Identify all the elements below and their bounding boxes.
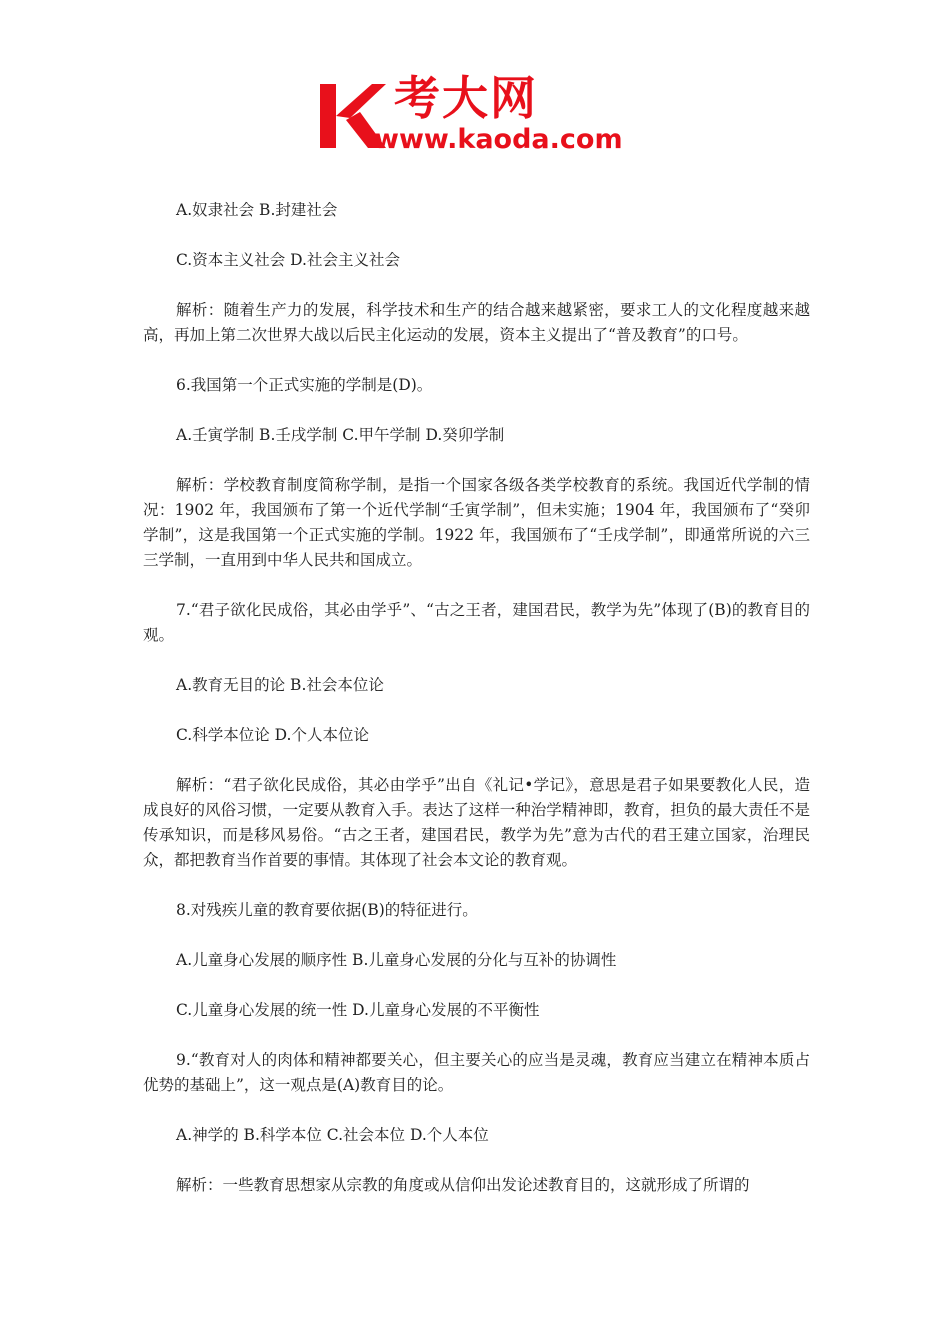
analysis-paragraph: 解析：“君子欲化民成俗，其必由学乎”出自《礼记•学记》，意思是君子如果要教化人民，造成良好的风俗习惯，一定要从教育入手。表达了这样一种治学精神即，教育，担负的最大责任不是传承知识，而是移风易俗。“古之王者，建国君民，教学为先”意为古代的君王建立国家，治理民众，都把教育当作首要的事情。其体现了社会本文论的教育观。 bbox=[143, 776, 810, 869]
option-line: A.教育无目的论 B.社会本位论 bbox=[176, 676, 384, 694]
kaoda-logo bbox=[316, 71, 646, 160]
option-line: A.神学的 B.科学本位 C.社会本位 D.个人本位 bbox=[176, 1126, 489, 1144]
question-7: 7.“君子欲化民成俗，其必由学乎”、“古之王者，建国君民，教学为先”体现了(B)的教育目的观。 bbox=[143, 601, 810, 644]
question-6: 6.我国第一个正式实施的学制是(D)。 bbox=[176, 376, 433, 394]
analysis-paragraph: 解析：随着生产力的发展，科学技术和生产的结合越来越紧密，要求工人的文化程度越来越高，再加上第二次世界大战以后民主化运动的发展，资本主义提出了“普及教育”的口号。 bbox=[143, 301, 810, 344]
document-body bbox=[143, 198, 810, 1198]
logo-site-name: 考大网 bbox=[394, 71, 538, 125]
option-line: C.儿童身心发展的统一性 D.儿童身心发展的不平衡性 bbox=[176, 1001, 540, 1019]
option-line: A.奴隶社会 B.封建社会 bbox=[176, 201, 338, 219]
option-line: A.儿童身心发展的顺序性 B.儿童身心发展的分化与互补的协调性 bbox=[176, 951, 617, 969]
question-8: 8.对残疾儿童的教育要依据(B)的特征进行。 bbox=[176, 901, 478, 919]
analysis-paragraph: 解析：学校教育制度简称学制，是指一个国家各级各类学校教育的系统。我国近代学制的情况：1902 年，我国颁布了第一个近代学制“壬寅学制”，但未实施；1904 年，我国颁布了“癸卯学制”，这是我国第一个正式实施的学制。1922 年，我国颁布了“壬戌学制”，即通常所说的六三三学制，一直用到中华人民共和国成立。 bbox=[143, 476, 810, 569]
option-line: A.壬寅学制 B.壬戌学制 C.甲午学制 D.癸卯学制 bbox=[176, 426, 505, 444]
option-line: C.科学本位论 D.个人本位论 bbox=[176, 726, 369, 744]
analysis-paragraph: 解析：一些教育思想家从宗教的角度或从信仰出发论述教育目的，这就形成了所谓的 bbox=[176, 1176, 750, 1194]
logo-url: www.kaoda.com bbox=[374, 124, 623, 155]
question-9: 9.“教育对人的肉体和精神都要关心，但主要关心的应当是灵魂，教育应当建立在精神本质占优势的基础上”，这一观点是(A)教育目的论。 bbox=[143, 1051, 810, 1094]
option-line: C.资本主义社会 D.社会主义社会 bbox=[176, 251, 400, 269]
